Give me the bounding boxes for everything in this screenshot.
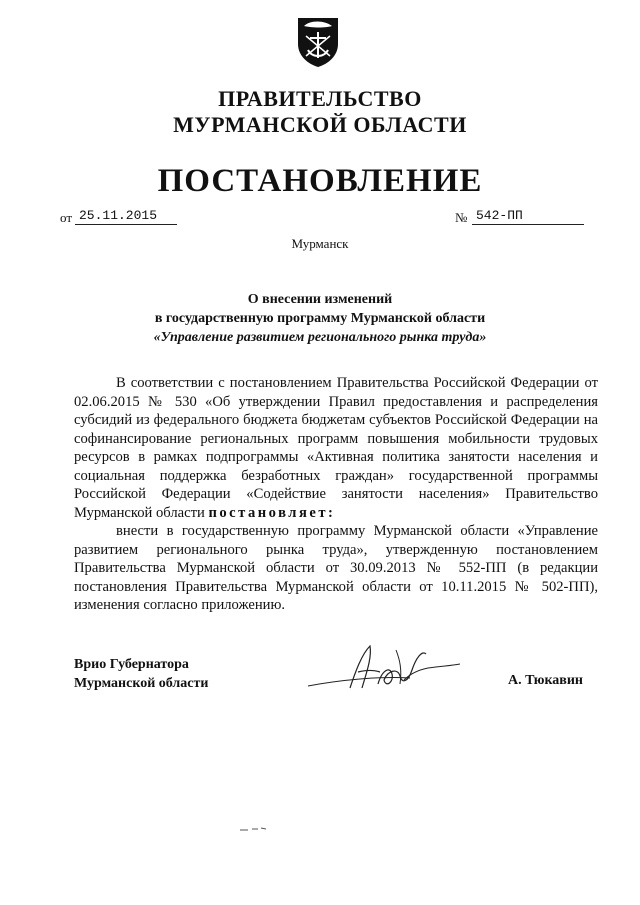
paragraph-1-text: В соответствии с постановлением Правительства Российской Федерации от 02.06.2015 № 530 «Об утверждении Правил предоставления и распределения субсидий из федерального бюджета бюджетам субъектов Российской Федерации на софинансирование региональных программ повышения мобильности трудовых ресурсов в рамках подпрограммы «Активная политика занятости населения и социальная поддержка безработных граждан» государственной программы Российской Федерации «Содействие занятости населения» Правительство Мурманской области [74,375,598,521]
subject-line2: в государственную программу Мурманской области [154,311,486,326]
subject-line3: «Управление развитием регионального рынка труда» [153,330,487,345]
city-name: Мурманск [291,236,349,251]
decree-word: постановляет: [208,504,336,521]
signatory-name: А. Тюкавин [508,673,583,688]
handwritten-signature [300,640,470,700]
document-body [74,374,598,615]
coat-of-arms-icon [294,14,342,68]
signatory-position [74,655,208,693]
government-title-line2: МУРМАНСКОЙ ОБЛАСТИ [173,112,467,137]
number-prefix: № [455,210,468,225]
document-type-title: ПОСТАНОВЛЕНИЕ [157,163,483,199]
subject-line1: О внесении изменений [247,292,393,307]
scan-mark [238,819,268,825]
government-title-line1: ПРАВИТЕЛЬСТВО [218,86,422,111]
body-paragraph-2: внести в государственную программу Мурманской области «Управление развитием регионального рынка труда», утвержденную постановлением Правительства Мурманской области от 30.09.2013 № 552-ПП (в редакции постановления Правительства Мурманской области от 10.11.2015 № 502-ПП), изменения согласно приложению. [74,523,598,613]
position-line1: Врио Губернатора [74,657,189,672]
position-line2: Мурманской области [74,676,209,691]
document-number: 542-ПП [472,208,584,225]
date-prefix: от [60,210,73,225]
body-paragraph-1 [74,374,598,522]
document-date: 25.11.2015 [75,208,177,225]
